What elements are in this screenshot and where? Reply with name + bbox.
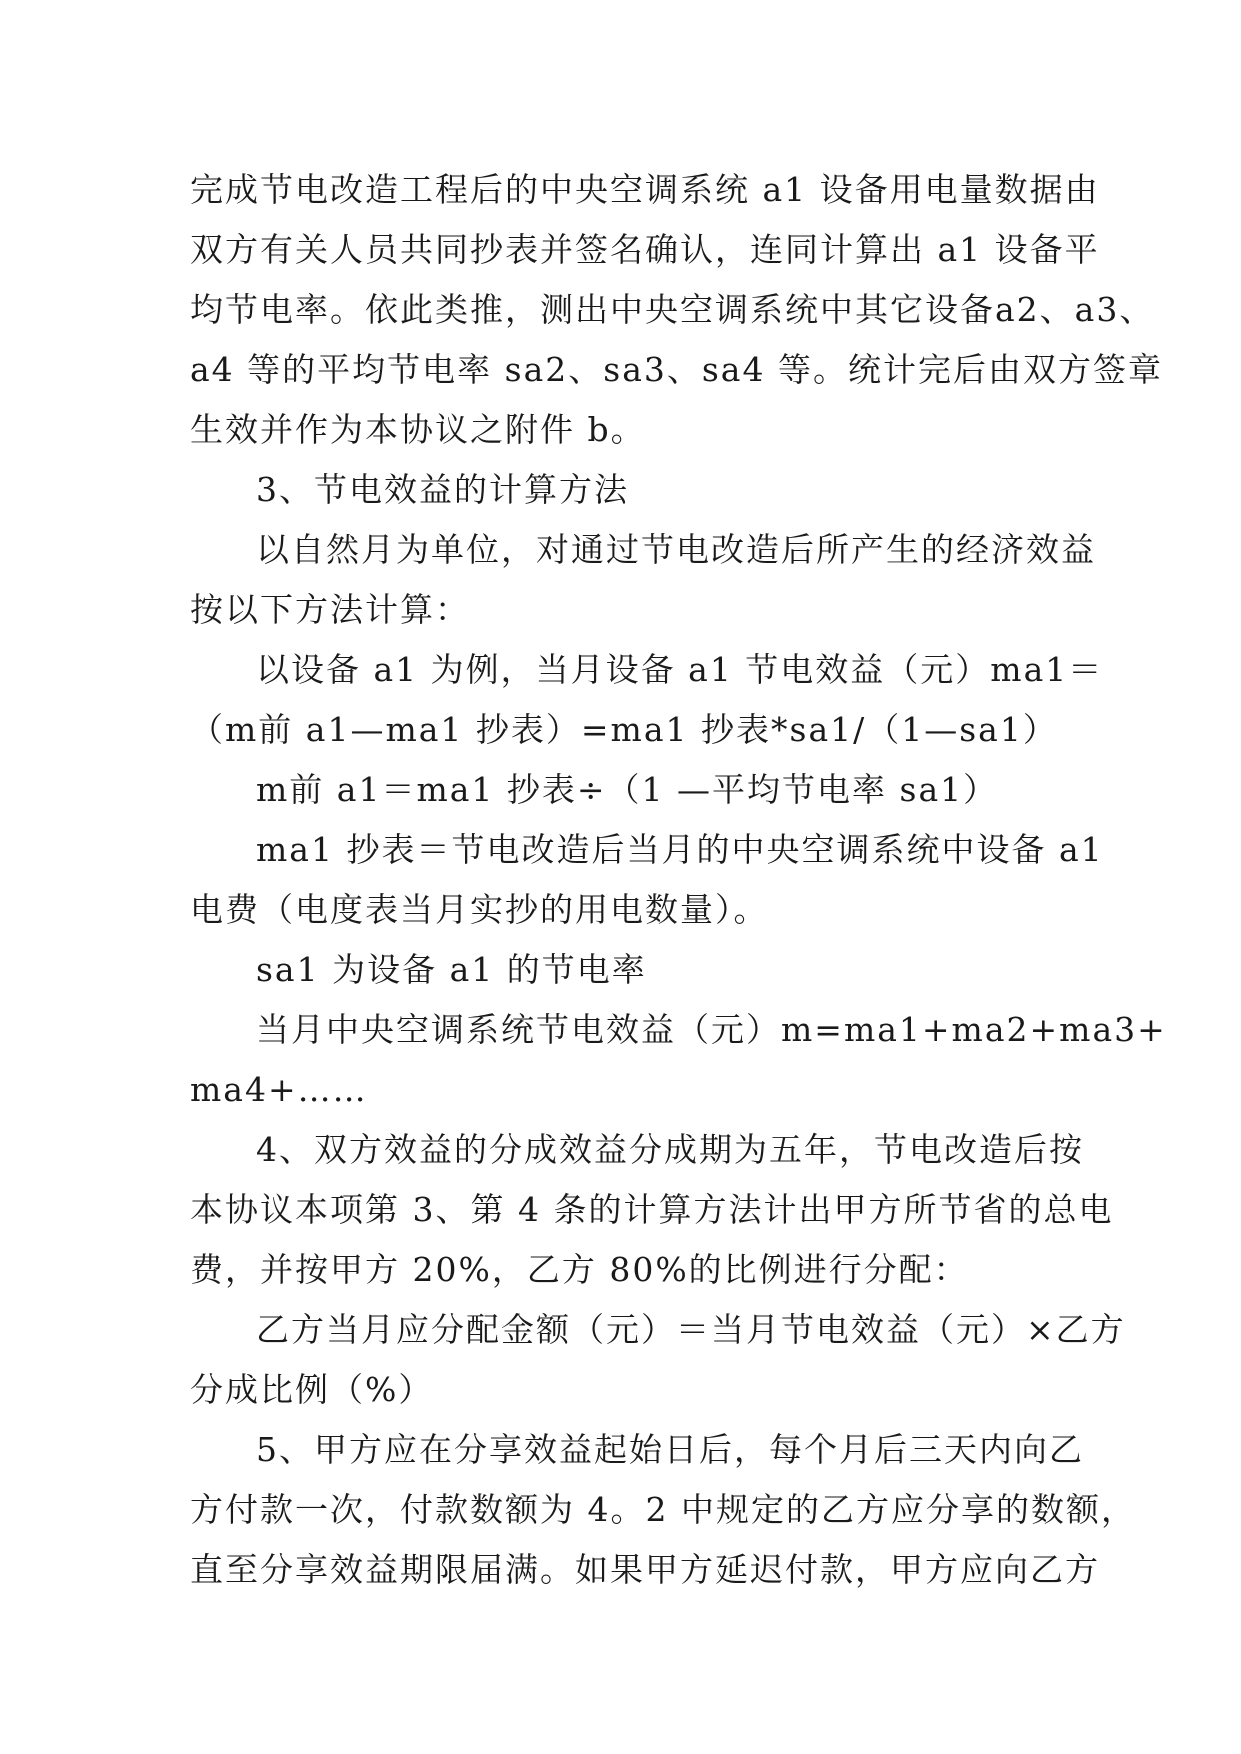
definition-line-2: 电费（电度表当月实抄的用电数量）。 xyxy=(190,890,769,929)
formula-line-2: （m前 a1—ma1 抄表）=ma1 抄表*sa1/（1—sa1） xyxy=(190,710,1058,749)
document-body xyxy=(190,160,1167,1600)
formula-line-7: 分成比例（%） xyxy=(190,1370,434,1409)
formula-line-4: 当月中央空调系统节电效益（元）m=ma1+ma2+ma3+ xyxy=(256,1010,1167,1049)
text-line-8: 按以下方法计算： xyxy=(190,590,470,629)
formula-line-3: m前 a1＝ma1 抄表÷（1 —平均节电率 sa1） xyxy=(256,770,999,809)
text-line-18: 本协议本项第 3、第 4 条的计算方法计出甲方所节省的总电 xyxy=(190,1190,1114,1229)
definition-line-1: ma1 抄表＝节电改造后当月的中央空调系统中设备 a1 xyxy=(256,830,1104,869)
text-line-19: 费，并按甲方 20%，乙方 80%的比例进行分配： xyxy=(190,1250,969,1289)
section-heading-4: 4、双方效益的分成效益分成期为五年，节电改造后按 xyxy=(256,1130,1084,1169)
formula-line-5: ma4+…… xyxy=(190,1070,368,1109)
text-line-3: 均节电率。依此类推，测出中央空调系统中其它设备a2、a3、 xyxy=(190,290,1155,329)
text-line-24: 直至分享效益期限届满。如果甲方延迟付款，甲方应向乙方 xyxy=(190,1550,1100,1589)
formula-line-6: 乙方当月应分配金额（元）＝当月节电效益（元）×乙方 xyxy=(256,1310,1126,1349)
text-line-23: 方付款一次，付款数额为 4。2 中规定的乙方应分享的数额， xyxy=(190,1490,1136,1529)
text-line-2: 双方有关人员共同抄表并签名确认，连同计算出 a1 设备平 xyxy=(190,230,1100,269)
definition-line-3: sa1 为设备 a1 的节电率 xyxy=(256,950,647,989)
text-line-4: a4 等的平均节电率 sa2、sa3、sa4 等。统计完后由双方签章 xyxy=(190,350,1163,389)
formula-line-1: 以设备 a1 为例，当月设备 a1 节电效益（元）ma1＝ xyxy=(256,650,1104,689)
section-heading-5: 5、甲方应在分享效益起始日后，每个月后三天内向乙 xyxy=(256,1430,1084,1469)
text-line-5: 生效并作为本协议之附件 b。 xyxy=(190,410,646,449)
section-heading-3: 3、节电效益的计算方法 xyxy=(256,470,629,509)
text-line-7: 以自然月为单位，对通过节电改造后所产生的经济效益 xyxy=(256,530,1096,569)
text-line-1: 完成节电改造工程后的中央空调系统 a1 设备用电量数据由 xyxy=(190,170,1100,209)
